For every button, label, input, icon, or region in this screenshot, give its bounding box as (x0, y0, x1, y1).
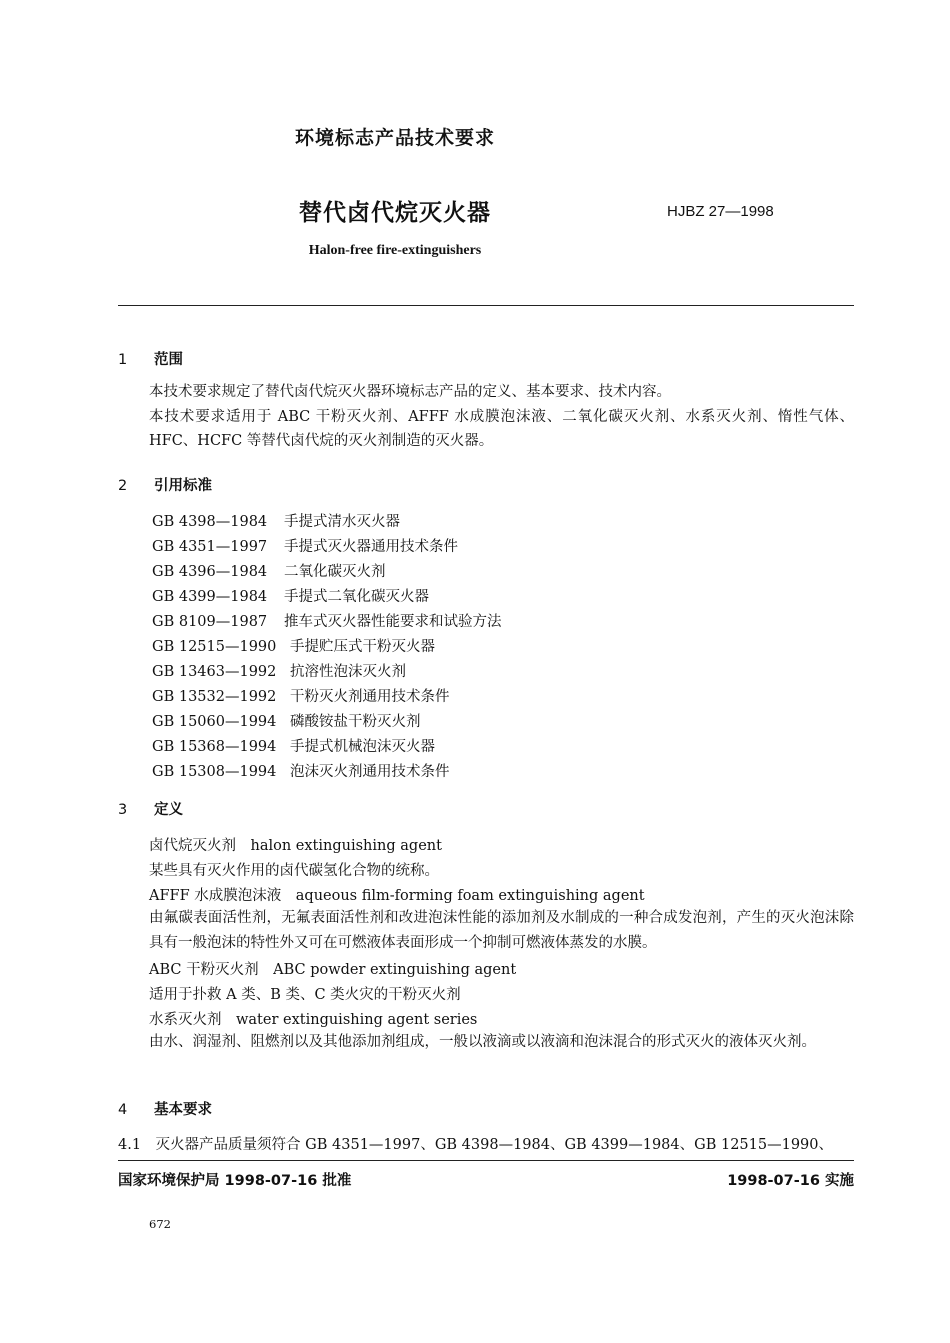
reference-code: GB 4398—1984 (152, 514, 268, 530)
reference-item (152, 735, 435, 756)
definition-text: 某些具有灭火作用的卤代碳氢化合物的统称。 (149, 863, 439, 879)
reference-item (152, 510, 400, 531)
reference-item (152, 660, 406, 681)
reference-name: 干粉灭火剂通用技术条件 (290, 689, 450, 705)
section-1-heading (118, 348, 183, 369)
definition-term: AFFF 水成膜泡沫液 aqueous film-forming foam extinguishing agent (149, 888, 645, 904)
section-2-heading (118, 474, 212, 495)
item-4-1: 4.1 灭火器产品质量须符合 GB 4351—1997、GB 4398—1984、GB 4399—1984、GB 12515—1990、 (118, 1137, 833, 1153)
reference-code: GB 12515—1990 (152, 639, 277, 655)
reference-name: 二氧化碳灭火剂 (284, 564, 386, 580)
reference-code: GB 15060—1994 (152, 714, 277, 730)
reference-code: GB 4399—1984 (152, 589, 268, 605)
reference-item (152, 710, 421, 731)
definition-term: 水系灭火剂 water extinguishing agent series (149, 1012, 478, 1028)
reference-code: GB 13463—1992 (152, 664, 277, 680)
section-number: 3 (118, 802, 128, 818)
section-4-heading (118, 1098, 212, 1119)
reference-name: 手提式二氧化碳灭火器 (284, 589, 429, 605)
definition-text-block (118, 906, 854, 955)
reference-item (152, 760, 450, 781)
reference-name: 手提贮压式干粉灭火器 (290, 639, 435, 655)
definition-text: 由氟碳表面活性剂，无氟表面活性剂和改进泡沫性能的添加剂及水制成的一种合成发泡剂，产生的灭火泡沫除具有一般泡沫的特性外又可在可燃液体表面形成一个抑制可燃液体蒸发的水膜。 (149, 910, 854, 951)
reference-item (152, 585, 429, 606)
section-title: 引用标准 (154, 478, 212, 494)
reference-code: GB 13532—1992 (152, 689, 277, 705)
header-divider (118, 305, 854, 306)
definition-term: ABC 干粉灭火剂 ABC powder extinguishing agent (149, 962, 517, 978)
definition-text-block (118, 1030, 854, 1055)
reference-name: 抗溶性泡沫灭火剂 (290, 664, 406, 680)
english-title: Halon-free fire-extinguishers (308, 243, 482, 258)
section-1-body (118, 380, 854, 454)
reference-code: GB 4351—1997 (152, 539, 268, 555)
section-title: 定义 (154, 802, 183, 818)
reference-code: GB 8109—1987 (152, 614, 268, 630)
reference-code: GB 15368—1994 (152, 739, 277, 755)
effective-date: 1998-07-16 实施 (727, 1173, 854, 1189)
reference-name: 泡沫灭火剂通用技术条件 (290, 764, 450, 780)
reference-name: 推车式灭火器性能要求和试验方法 (284, 614, 502, 630)
reference-name: 手提式灭火器通用技术条件 (284, 539, 458, 555)
standard-code-text: HJBZ 27—1998 (667, 203, 774, 220)
approval-line: 国家环境保护局 1998-07-16 批准 (118, 1173, 352, 1189)
footer-divider (118, 1160, 854, 1161)
reference-item (152, 610, 502, 631)
reference-name: 磷酸铵盐干粉灭火剂 (290, 714, 421, 730)
page-number: 672 (149, 1217, 171, 1231)
reference-item (152, 685, 450, 706)
definition-text: 由水、润湿剂、阻燃剂以及其他添加剂组成，一般以液滴或以液滴和泡沫混合的形式灭火的液体灭火剂。 (149, 1034, 816, 1050)
section-3-heading (118, 798, 183, 819)
section-title: 基本要求 (154, 1102, 212, 1118)
section-number: 1 (118, 352, 128, 368)
definition-term: 卤代烷灭火剂 halon extinguishing agent (149, 838, 442, 854)
reference-name: 手提式机械泡沫灭火器 (290, 739, 435, 755)
paragraph: 本技术要求规定了替代卤代烷灭火器环境标志产品的定义、基本要求、技术内容。 (149, 384, 671, 400)
reference-code: GB 4396—1984 (152, 564, 268, 580)
reference-item (152, 635, 435, 656)
section-number: 4 (118, 1102, 128, 1118)
standard-code (667, 203, 774, 220)
reference-item (152, 560, 386, 581)
paragraph: 本技术要求适用于 ABC 干粉灭火剂、AFFF 水成膜泡沫液、二氧化碳灭火剂、水系灭火剂、惰性气体、HFC、HCFC 等替代卤代烷的灭火剂制造的灭火器。 (149, 408, 854, 449)
reference-item (152, 535, 458, 556)
reference-name: 手提式清水灭火器 (284, 514, 400, 530)
document-title: 替代卤代烷灭火器 (299, 200, 491, 226)
document-series-title: 环境标志产品技术要求 (294, 127, 495, 149)
section-title: 范围 (154, 352, 183, 368)
section-number: 2 (118, 478, 128, 494)
reference-code: GB 15308—1994 (152, 764, 277, 780)
definition-text: 适用于扑救 A 类、B 类、C 类火灾的干粉灭火剂 (149, 987, 461, 1003)
